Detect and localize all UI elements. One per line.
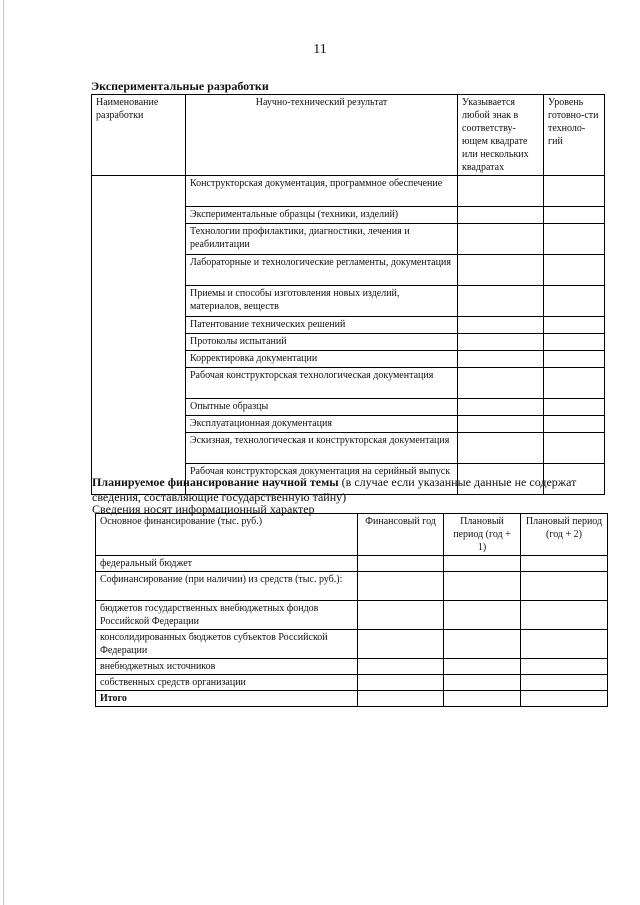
plan-2-cell[interactable] xyxy=(521,601,608,630)
result-cell: Рабочая конструкторская технологическая документация xyxy=(186,368,458,399)
level-cell[interactable] xyxy=(544,351,605,368)
mark-cell[interactable] xyxy=(458,368,544,399)
financing-source-label: федеральный бюджет xyxy=(96,556,358,572)
level-cell[interactable] xyxy=(544,255,605,286)
result-cell: Патентование технических решений xyxy=(186,317,458,334)
financing-table-header xyxy=(96,514,608,556)
financing-row xyxy=(96,572,608,601)
development-table-header xyxy=(92,95,605,176)
level-cell[interactable] xyxy=(544,368,605,399)
level-cell[interactable] xyxy=(544,433,605,464)
mark-cell[interactable] xyxy=(458,176,544,207)
level-cell[interactable] xyxy=(544,416,605,433)
plan-1-cell[interactable] xyxy=(444,601,521,630)
plan-1-cell[interactable] xyxy=(444,675,521,691)
financing-title xyxy=(92,475,612,505)
level-cell[interactable] xyxy=(544,399,605,416)
fin-year-cell[interactable] xyxy=(358,601,444,630)
development-row xyxy=(92,176,605,207)
result-cell: Протоколы испытаний xyxy=(186,334,458,351)
page-number: 11 xyxy=(313,42,327,57)
plan-2-cell[interactable] xyxy=(521,572,608,601)
mark-cell[interactable] xyxy=(458,334,544,351)
financing-row xyxy=(96,601,608,630)
header-plan-1: Плановый период (год + 1) xyxy=(444,514,521,556)
financing-title-bold: Планируемое финансирование научной темы xyxy=(92,475,339,489)
fin-year-cell[interactable] xyxy=(358,675,444,691)
plan-2-cell[interactable] xyxy=(521,691,608,707)
header-level: Уровень готовно-сти техноло-гий xyxy=(544,95,605,176)
plan-1-cell[interactable] xyxy=(444,556,521,572)
level-cell[interactable] xyxy=(544,334,605,351)
development-table xyxy=(91,94,605,495)
fin-year-cell[interactable] xyxy=(358,691,444,707)
financing-source-label: Софинансирование (при наличии) из средств (тыс. руб.): xyxy=(96,572,358,601)
header-fin-year: Финансовый год xyxy=(358,514,444,556)
mark-cell[interactable] xyxy=(458,351,544,368)
financing-row xyxy=(96,659,608,675)
mark-cell[interactable] xyxy=(458,207,544,224)
development-name-cell[interactable] xyxy=(92,176,186,495)
result-cell: Экспериментальные образцы (техники, изделий) xyxy=(186,207,458,224)
plan-1-cell[interactable] xyxy=(444,691,521,707)
header-plan-2: Плановый период (год + 2) xyxy=(521,514,608,556)
result-cell: Опытные образцы xyxy=(186,399,458,416)
result-cell: Корректировка документации xyxy=(186,351,458,368)
plan-1-cell[interactable] xyxy=(444,572,521,601)
mark-cell[interactable] xyxy=(458,286,544,317)
mark-cell[interactable] xyxy=(458,224,544,255)
header-mark: Указывается любой знак в соответству-ющем квадрате или нескольких квадратах xyxy=(458,95,544,176)
mark-cell[interactable] xyxy=(458,416,544,433)
mark-cell[interactable] xyxy=(458,255,544,286)
plan-2-cell[interactable] xyxy=(521,630,608,659)
financing-table xyxy=(95,513,608,707)
header-result: Научно-технический результат xyxy=(186,95,458,176)
result-cell: Технологии профилактики, диагностики, лечения и реабилитации xyxy=(186,224,458,255)
financing-source-label: собственных средств организации xyxy=(96,675,358,691)
result-cell: Эксплуатационная документация xyxy=(186,416,458,433)
fin-year-cell[interactable] xyxy=(358,572,444,601)
result-cell: Лабораторные и технологические регламенты, документация xyxy=(186,255,458,286)
level-cell[interactable] xyxy=(544,317,605,334)
financing-source-label: консолидированных бюджетов субъектов Российской Федерации xyxy=(96,630,358,659)
mark-cell[interactable] xyxy=(458,317,544,334)
plan-2-cell[interactable] xyxy=(521,675,608,691)
fin-year-cell[interactable] xyxy=(358,556,444,572)
level-cell[interactable] xyxy=(544,176,605,207)
section-title: Экспериментальные разработки xyxy=(91,79,269,93)
plan-2-cell[interactable] xyxy=(521,556,608,572)
financing-row xyxy=(96,675,608,691)
financing-row xyxy=(96,630,608,659)
financing-source-label: внебюджетных источников xyxy=(96,659,358,675)
financing-total-row xyxy=(96,691,608,707)
financing-source-label: бюджетов государственных внебюджетных фондов Российской Федерации xyxy=(96,601,358,630)
financing-note: Сведения носят информационный характер xyxy=(92,502,315,516)
level-cell[interactable] xyxy=(544,224,605,255)
level-cell[interactable] xyxy=(544,207,605,224)
header-basic: Основное финансирование (тыс. руб.) xyxy=(96,514,358,556)
header-name: Наименование разработки xyxy=(92,95,186,176)
level-cell[interactable] xyxy=(544,286,605,317)
financing-row xyxy=(96,556,608,572)
result-cell: Эскизная, технологическая и конструкторская документация xyxy=(186,433,458,464)
mark-cell[interactable] xyxy=(458,433,544,464)
result-cell: Приемы и способы изготовления новых изделий, материалов, веществ xyxy=(186,286,458,317)
fin-year-cell[interactable] xyxy=(358,659,444,675)
mark-cell[interactable] xyxy=(458,399,544,416)
result-cell: Рабочая конструкторская документация на серийный выпуск xyxy=(186,464,458,495)
plan-1-cell[interactable] xyxy=(444,630,521,659)
result-cell: Конструкторская документация, программное обеспечение xyxy=(186,176,458,207)
page-edge xyxy=(3,0,4,905)
total-label: Итого xyxy=(96,691,358,707)
plan-2-cell[interactable] xyxy=(521,659,608,675)
plan-1-cell[interactable] xyxy=(444,659,521,675)
financing-title-rest: (в случае если указанные данные не содержат сведения, составляющие государственную тайну) xyxy=(92,475,577,504)
fin-year-cell[interactable] xyxy=(358,630,444,659)
